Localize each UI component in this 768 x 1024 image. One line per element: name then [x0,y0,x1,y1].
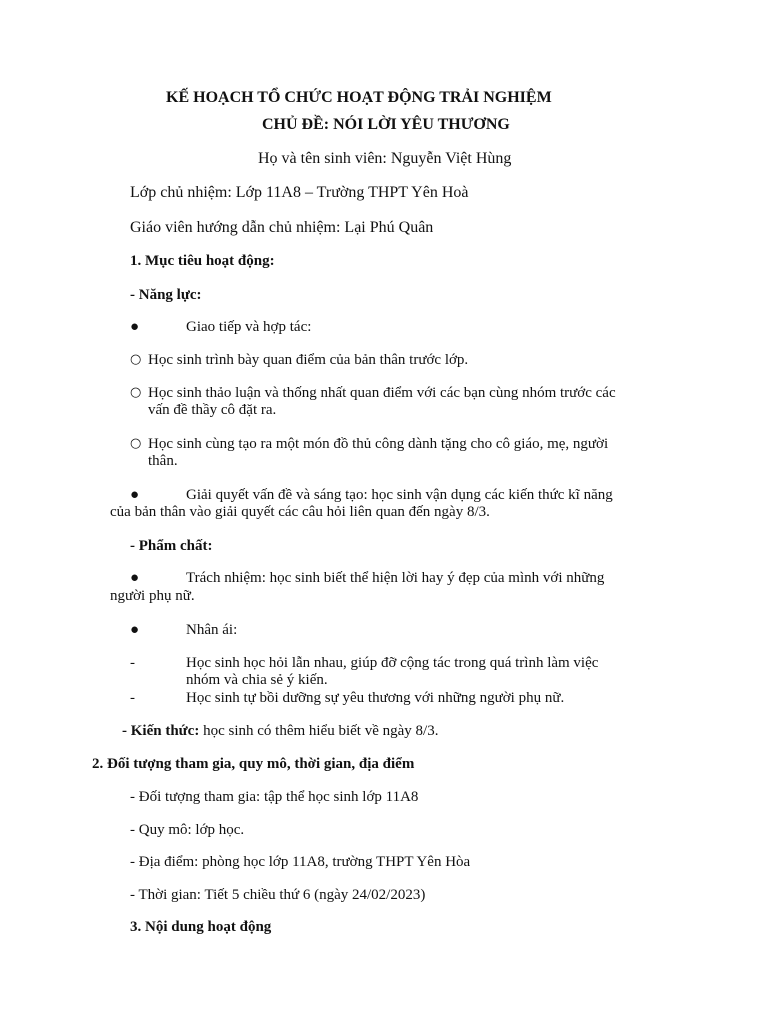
bullet-icon: ● [130,570,140,586]
section-3-heading: 3. Nội dung hoạt động [130,919,272,935]
dash-item-2: Học sinh tự bồi dưỡng sự yêu thương với những người phụ nữ. [186,690,565,706]
dia-diem-item: - Địa điểm: phòng học lớp 11A8, trường THPT Yên Hòa [130,854,471,870]
title-line-1: KẾ HOẠCH TỔ CHỨC HOẠT ĐỘNG TRẢI NGHIỆM [166,89,552,106]
trach-nhiem-line-1: Trách nhiệm: học sinh biết thể hiện lời hay ý đẹp của mình với những [186,570,605,586]
doi-tuong-item: - Đối tượng tham gia: tập thể học sinh lớp 11A8 [130,789,419,805]
student-name: Họ và tên sinh viên: Nguyễn Việt Hùng [258,150,512,167]
sub-item-1: Học sinh trình bày quan điểm của bản thân trước lớp. [148,352,469,368]
kien-thuc-item [122,722,438,740]
kien-thuc-text: học sinh có thêm hiểu biết về ngày 8/3. [203,723,439,739]
circle-bullet-icon: ○ [130,436,142,451]
giai-quyet-line-2: của bản thân vào giải quyết các câu hỏi liên quan đến ngày 8/3. [110,504,490,520]
section-1-heading: 1. Mục tiêu hoạt động: [130,253,275,269]
dash-bullet: - [130,690,135,706]
bullet-icon: ● [130,487,140,503]
dash-item-1-line-1: Học sinh học hỏi lẫn nhau, giúp đỡ cộng tác trong quá trình làm việc [186,655,599,671]
class-info: Lớp chủ nhiệm: Lớp 11A8 – Trường THPT Yên Hoà [130,184,469,201]
bullet-icon: ● [130,622,140,638]
thoi-gian-item: - Thời gian: Tiết 5 chiều thứ 6 (ngày 24/02/2023) [130,887,426,903]
sub-item-2-line-1: Học sinh thảo luận và thống nhất quan điểm với các bạn cùng nhóm trước các [148,385,616,401]
circle-bullet-icon: ○ [130,352,142,367]
nhan-ai-item: Nhân ái: [186,622,238,638]
giai-quyet-line-1: Giải quyết vấn đề và sáng tạo: học sinh vận dụng các kiến thức kĩ năng [186,487,613,503]
circle-bullet-icon: ○ [130,385,142,400]
sub-item-3-line-1: Học sinh cùng tạo ra một món đồ thủ công dành tặng cho cô giáo, mẹ, người [148,436,609,452]
sub-item-2-line-2: vấn đề thầy cô đặt ra. [148,402,277,418]
section-2-heading: 2. Đối tượng tham gia, quy mô, thời gian, địa điểm [92,756,415,772]
quy-mo-item: - Quy mô: lớp học. [130,822,245,838]
title-line-2: CHỦ ĐỀ: NÓI LỜI YÊU THƯƠNG [262,116,510,133]
sub-item-3-line-2: thân. [148,453,178,469]
teacher-info: Giáo viên hướng dẫn chủ nhiệm: Lại Phú Quân [130,219,434,236]
kien-thuc-label: - Kiến thức: [122,723,200,739]
trach-nhiem-line-2: người phụ nữ. [110,588,195,604]
nang-luc-heading: - Năng lực: [130,287,202,303]
dash-item-1-line-2: nhóm và chia sẻ ý kiến. [186,672,328,688]
giao-tiep-item: Giao tiếp và hợp tác: [186,319,312,335]
dash-bullet: - [130,655,135,671]
pham-chat-heading: - Phẩm chất: [130,538,213,554]
bullet-icon: ● [130,319,140,335]
